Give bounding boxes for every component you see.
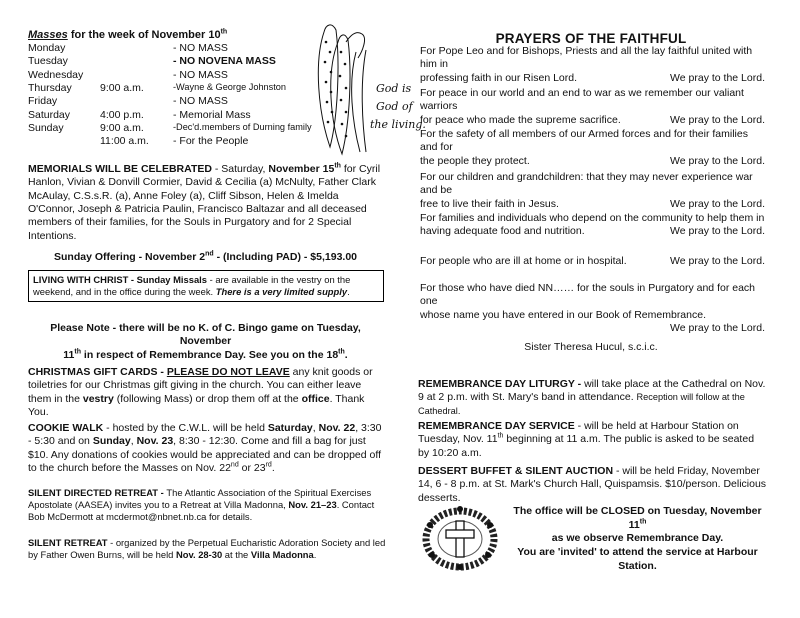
remembrance-liturgy: REMEMBRANCE DAY LITURGY - will take place at the Cathedral on Nov. 9 at 2 p.m. with St. Mary's band in attendance. Reception will follow at the Cathedral. [418,378,766,416]
silent-retreat: SILENT RETREAT - organized by the Perpetual Eucharistic Adoration Society and led by Father Owen Burns, will be held Nov. 28-30 at the Villa Madonna. [28,537,386,560]
svg-text:God of: God of [376,100,413,113]
wheat-illustration [316,22,426,160]
memorials-notice: MEMORIALS WILL BE CELEBRATED - Saturday, November 15th for Cyril Hanlon, Vivian & Donvill Cormier, David & Cecilia (a) McNulty, Father Clark McAulay, C.S.s.R. (a), Anne Foley (a), Cliff Sibson, Helen & Imelda O'Connor, Joseph & Patricia Paulin, Francisco Baltazar and all deceased members of their families, for the Souls in Purgatory and for 2 Special Intentions. [28,162,381,242]
masses-row: Friday - NO MASS [28,95,228,108]
masses-schedule [28,42,312,149]
svg-text:the living.: the living. [370,118,426,131]
dessert-buffet: DESSERT BUFFET & SILENT AUCTION - will be held Friday, November 14, 6 - 8 p.m. at St. Mark's Church Hall, Quispamsis. $10/person. Delicious desserts. [418,465,767,504]
prayer-item: For our children and grandchildren: that they may never experience war and be free to live their faith in Jesus. We pray to the Lord. [420,171,765,210]
gift-cards-notice: CHRISTMAS GIFT CARDS - PLEASE DO NOT LEAVE any knit goods or toiletries for our Christmas gift giving in the church. You can either leave them in the vestry (following Mass) or drop them off at the office. Thank You. [28,366,373,418]
masses-row: Sunday 9:00 a.m. -Dec'd.members of Durning family [28,121,312,134]
sunday-offering: Sunday Offering - November 2nd - (Including PAD) - $5,193.00 [53,250,358,263]
masses-row: Tuesday - NO NOVENA MASS [28,55,276,68]
prayer-item: For families and individuals who depend on the community to help them in having adequate food and nutrition. We pray to the Lord. [420,212,765,238]
wreath-cross-icon [420,503,500,571]
cookie-walk-notice: COOKIE WALK - hosted by the C.W.L. will be held Saturday, Nov. 22, 3:30 - 5:30 and on Sunday, Nov. 23, 8:30 - 12:30. Come and fill a bag for just $10. Any donations of cookies would be appreciated and can be dropped off to the church before the Masses on Nov. 22nd or 23rd. [28,422,382,474]
prayer-item: For Pope Leo and for Bishops, Priests and all the lay faithful united with him in professing faith in our Risen Lord. We pray to the Lord. [420,45,765,84]
prayer-item: For the safety of all members of our Armed forces and for their families and for the people they protect. We pray to the Lord. [420,128,765,167]
prayer-item: For peace in our world and an end to war as we remember our valiant warriors for peace who made the supreme sacrifice. We pray to the Lord. [420,87,765,126]
prayer-item: For those who have died NN…… for the souls in Purgatory and for each one whose name you have entered in our Book of Remembrance. We pray to the Lord. [420,282,765,334]
silent-directed-retreat: SILENT DIRECTED RETREAT - The Atlantic Association of the Spiritual Exercises Apostolate (AASEA) invites you to a Retreat at Villa Madonna, Nov. 21–23. Contact Bob McDermott at mcdermot@nbnet.nb.ca for details. [28,487,375,522]
masses-title: Masses for the week of November 10th [28,28,228,41]
bingo-notice: Please Note - there will be no K. of C. Bingo game on Tuesday, November 11th in respect of Remembrance Day. See you on the 18th. [50,322,361,361]
living-with-christ-box: LIVING WITH CHRIST - Sunday Missals - are available in the vestry on the weekend, and in the office during the week. There is a very limited supply. [28,270,384,302]
masses-row: 11:00 a.m. - For the People [100,135,249,148]
masses-row: Saturday 4:00 p.m. - Memorial Mass [28,108,251,121]
prayer-item: For people who are ill at home or in hospital. We pray to the Lord. [420,255,765,267]
masses-row: Wednesday - NO MASS [28,68,228,81]
svg-text:God is: God is [376,82,412,95]
masses-row: Thursday 9:00 a.m. -Wayne & George Johnston [28,81,287,94]
masses-row: Monday - NO MASS [28,42,228,54]
remembrance-service: REMEMBRANCE DAY SERVICE - will be held at Harbour Station on Tuesday, Nov. 11th beginning at 11 a.m. The public is asked to be seated by 10:20 a.m. [418,420,755,459]
prayers-title: PRAYERS OF THE FAITHFUL [495,31,687,46]
prayers-author: Sister Theresa Hucul, s.c.i.c. [524,341,658,353]
office-closed-notice: The office will be CLOSED on Tuesday, November 11th as we observe Remembrance Day. You are 'invited' to attend the service at Harbour Station. [513,505,762,572]
